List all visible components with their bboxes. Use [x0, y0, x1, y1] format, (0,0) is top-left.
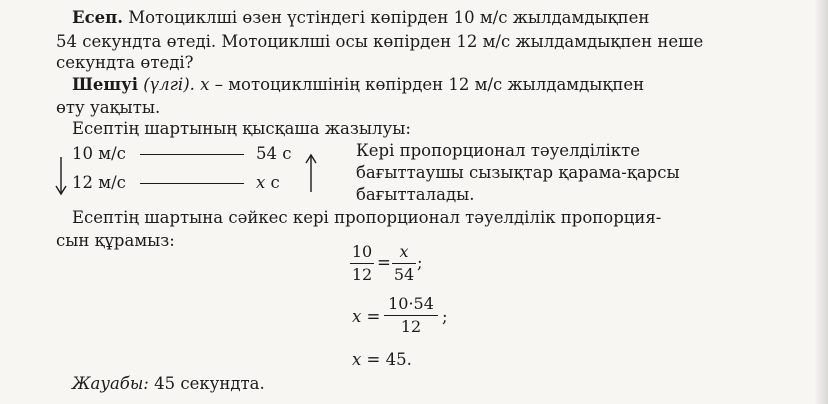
eq1-numerator-left: 10 [351, 242, 373, 261]
problem-text-1: Мотоциклші өзен үстіндегі көпірден 10 м/с жылдамдықпен [122, 8, 650, 27]
problem-label: Есеп. [72, 8, 123, 27]
solution-text-1: – мотоциклшінің көпірден 12 м/с жылдамдықпен [209, 75, 645, 94]
solution-line-1 [72, 75, 644, 95]
eq2-denominator: 12 [400, 317, 422, 336]
eq2-semicolon: ; [442, 307, 448, 326]
solution-label: Шешуі [72, 75, 138, 94]
eq2-fraction-bar [384, 315, 438, 316]
eq2-lhs [352, 307, 380, 327]
eq1-fraction-left [350, 243, 374, 284]
eq1-numerator-right: x [399, 242, 409, 261]
eq3 [352, 350, 412, 370]
row2-connector-line [140, 183, 244, 184]
answer-value: 45 секундта. [148, 374, 265, 393]
eq1-semicolon: ; [417, 253, 423, 272]
row1-connector-line [140, 154, 244, 155]
row2-time-unit: с [265, 173, 280, 192]
solution-line-2: өту уақыты. [56, 98, 161, 117]
solution-var: x [200, 75, 210, 94]
eq1-fraction-right [392, 243, 416, 284]
down-arrow-icon [54, 155, 68, 197]
answer-label: Жауабы: [72, 374, 149, 393]
proportion-line-1: Есептің шартына сәйкес кері пропорционал тәуелділік пропорция- [72, 208, 662, 227]
problem-line-2: 54 секундта өтеді. Мотоциклші осы көпірден 12 м/с жылдамдықпен неше [56, 32, 704, 51]
eq1-fraction-bar-left [350, 263, 374, 264]
row2-time [256, 173, 280, 193]
eq2-fraction [384, 295, 438, 336]
eq1-fraction-bar-right [392, 263, 416, 264]
eq1-denominator-left: 12 [351, 265, 373, 284]
note-line-2: бағыттаушы сызықтар қарама-қарсы [356, 163, 680, 182]
eq2-equals: = [361, 307, 381, 326]
page-edge-shadow [814, 0, 828, 404]
solution-sample: (үлгі). [137, 75, 195, 94]
answer-line [72, 374, 265, 394]
row2-speed: 12 м/с [72, 173, 126, 192]
proportion-line-2: сын құрамыз: [56, 231, 175, 250]
eq1-equals: = [377, 253, 391, 272]
problem-line-3: секундта өтеді? [56, 53, 194, 72]
eq2-var: x [352, 307, 362, 326]
up-arrow-icon [304, 152, 318, 194]
eq3-rest: = 45. [361, 350, 412, 369]
note-line-1: Кері пропорционал тәуелділікте [356, 141, 640, 160]
eq1-denominator-right: 54 [393, 265, 415, 284]
eq2-numerator: 10·54 [388, 294, 434, 313]
short-condition-title: Есептің шартының қысқаша жазылуы: [72, 119, 411, 138]
row1-speed: 10 м/с [72, 144, 126, 163]
eq3-var: x [352, 350, 362, 369]
row1-time: 54 с [256, 144, 292, 163]
problem-line-1 [72, 8, 649, 28]
row2-time-var: x [256, 173, 266, 192]
note-line-3: бағытталады. [356, 185, 475, 204]
